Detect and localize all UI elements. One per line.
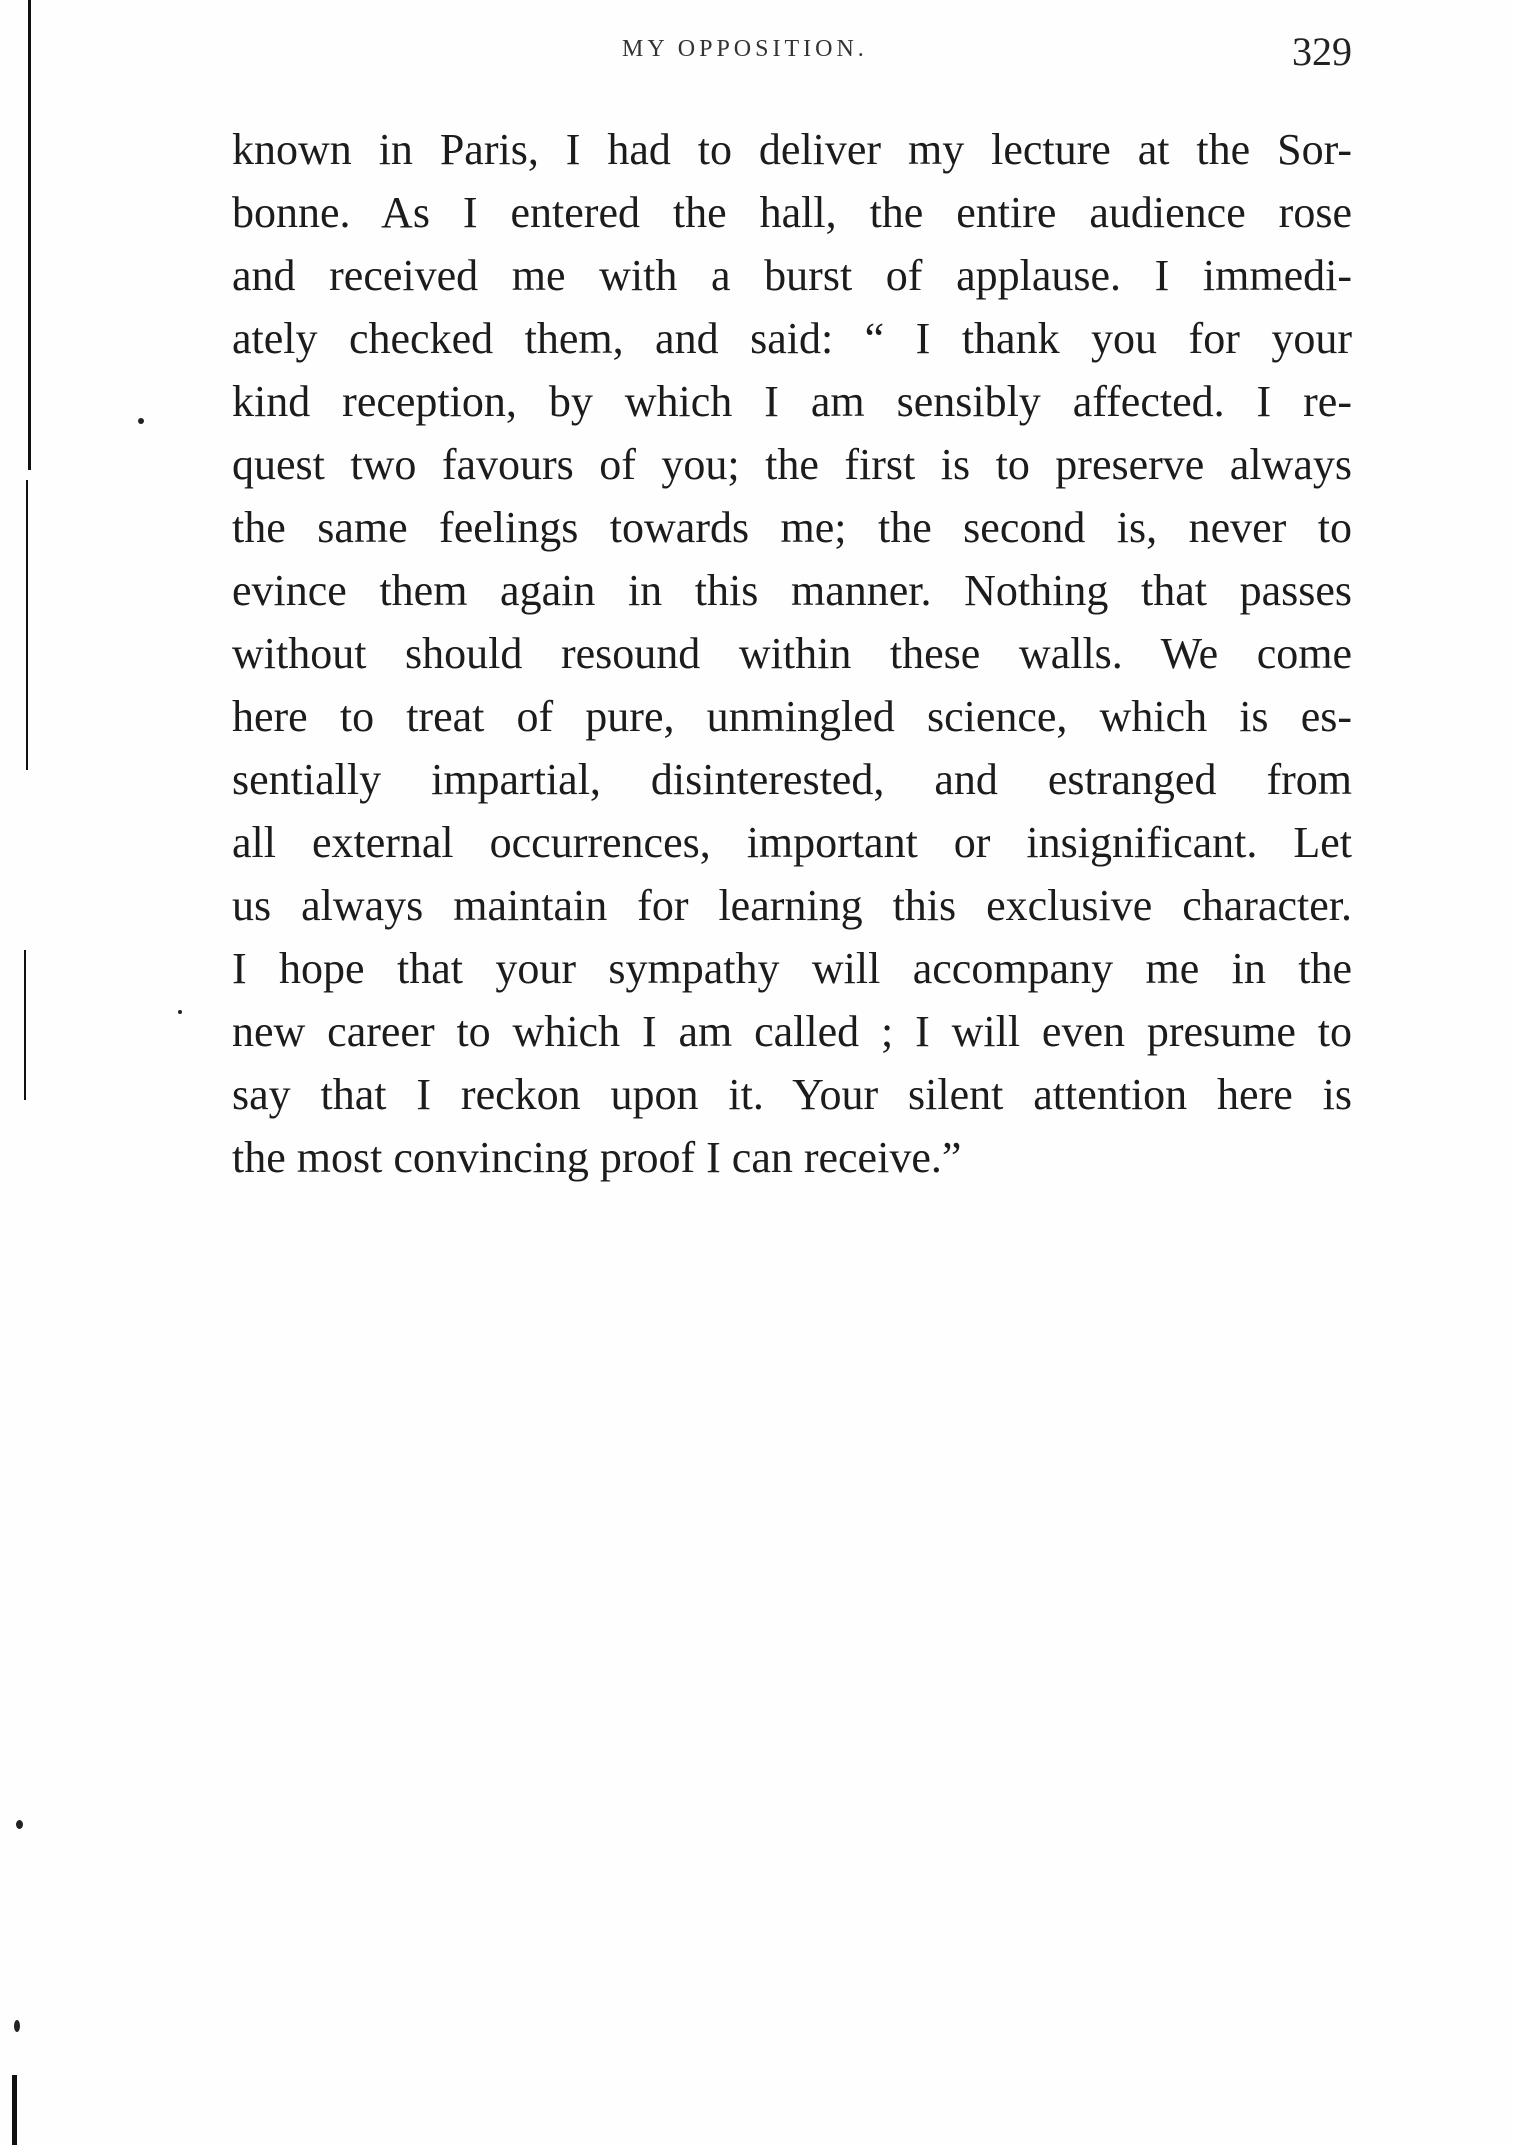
scan-speck [138, 418, 144, 424]
running-title: MY OPPOSITION. [622, 36, 868, 62]
scan-speck [16, 1820, 23, 1829]
text-line: evince them again in this manner. Nothing that passes [232, 566, 1352, 615]
text-line: sentially impartial, disinterested, and estranged from [232, 755, 1352, 804]
text-line: I hope that your sympathy will accompany me in the [232, 944, 1352, 993]
scan-speck [14, 2020, 20, 2032]
page-number: 329 [1292, 29, 1352, 74]
text-line: here to treat of pure, unmingled science, which is es- [232, 692, 1352, 741]
text-line: kind reception, by which I am sensibly affected. I re- [232, 377, 1352, 426]
body-text [232, 118, 1352, 1189]
text-line: the most convincing proof I can receive.” [232, 1133, 962, 1182]
text-line: the same feelings towards me; the second is, never to [232, 503, 1352, 552]
text-line: ately checked them, and said: “ I thank you for your [232, 314, 1352, 363]
text-line: all external occurrences, important or insignificant. Let [232, 818, 1352, 867]
scan-edge-mark [26, 480, 28, 770]
text-line: quest two favours of you; the first is to preserve always [232, 440, 1352, 489]
text-line: without should resound within these walls. We come [232, 629, 1352, 678]
scan-edge-mark [24, 950, 26, 1100]
text-line: bonne. As I entered the hall, the entire audience rose [232, 188, 1352, 237]
scan-edge-mark [12, 2075, 17, 2145]
text-line: new career to which I am called ; I will even presume to [232, 1007, 1352, 1056]
text-line: known in Paris, I had to deliver my lecture at the Sor- [232, 125, 1352, 174]
page-header [232, 28, 1352, 78]
text-line: and received me with a burst of applause. I immedi- [232, 251, 1352, 300]
scan-speck [178, 1010, 182, 1014]
text-line: us always maintain for learning this exclusive character. [232, 881, 1352, 930]
text-line: say that I reckon upon it. Your silent attention here is [232, 1070, 1352, 1119]
scan-edge-mark [28, 0, 31, 470]
